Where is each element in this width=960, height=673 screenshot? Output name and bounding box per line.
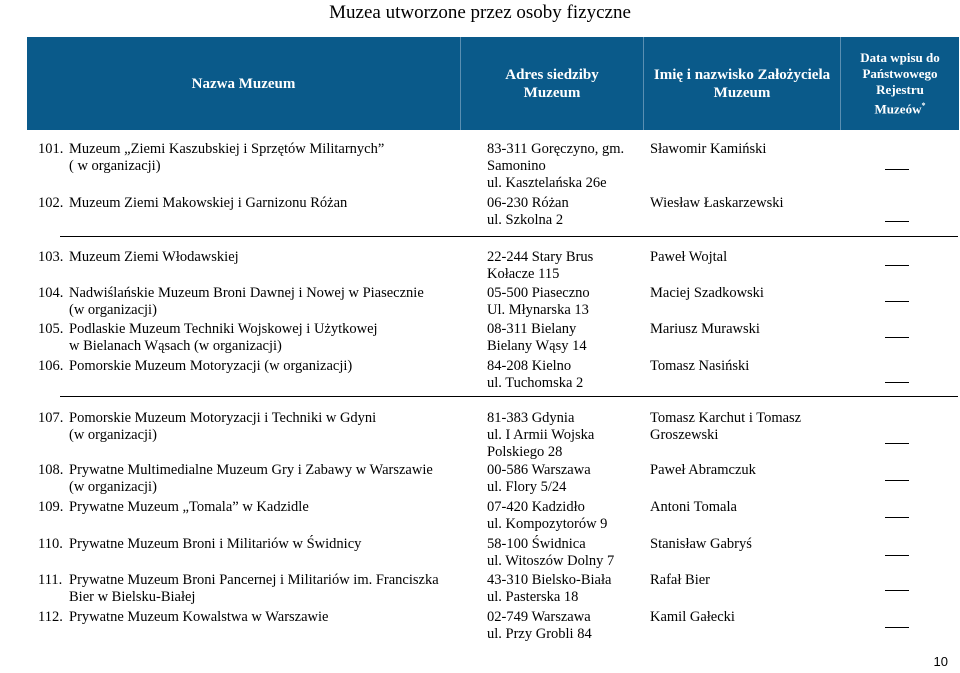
header-name: Nazwa Muzeum (191, 75, 296, 92)
address-line: ul. Flory 5/24 (487, 479, 567, 495)
page-title: Muzea utworzone przez osoby fizyczne (329, 2, 631, 23)
museum-name-line: Pomorskie Muzeum Motoryzacji i Techniki w Gdyni (69, 410, 377, 426)
address-line: ul. Pasterska 18 (487, 589, 579, 605)
group-separator (60, 236, 958, 237)
founder-line: Tomasz Karchut i Tomasz (650, 410, 802, 426)
row-number: 104. (38, 285, 64, 301)
museum-name-line: (w organizacji) (69, 479, 157, 495)
address-line: ul. Kasztelańska 26e (487, 175, 607, 191)
founder-line: Kamil Gałecki (650, 609, 735, 625)
museum-name-line: Bier w Bielsku-Białej (69, 589, 196, 605)
founder-line: Mariusz Murawski (650, 321, 760, 337)
address-line: 81-383 Gdynia (487, 410, 575, 426)
museum-name-line: Muzeum Ziemi Włodawskiej (69, 249, 239, 265)
museum-name-line: Prywatne Muzeum Broni Pancernej i Militariów im. Franciszka (69, 572, 439, 588)
museum-name-line: Prywatne Muzeum Kowalstwa w Warszawie (69, 609, 329, 625)
address-line: ul. Przy Grobli 84 (487, 626, 592, 642)
museum-name-line: Prywatne Muzeum „Tomala” w Kadzidle (69, 499, 309, 515)
registry-date-dash (885, 265, 909, 266)
address-line: ul. Tuchomska 2 (487, 375, 584, 391)
founder-line: Stanisław Gabryś (650, 536, 752, 552)
address-line: 83-311 Goręczyno, gm. (487, 141, 625, 157)
museum-name-line: Nadwiślańskie Muzeum Broni Dawnej i Nowej w Piasecznie (69, 285, 424, 301)
registry-date-dash (885, 517, 909, 518)
group-separator (60, 396, 958, 397)
row-number: 109. (38, 499, 64, 515)
founder-line: Maciej Szadkowski (650, 285, 764, 301)
registry-date-dash (885, 590, 909, 591)
founder-line: Groszewski (650, 427, 719, 443)
registry-date-dash (885, 627, 909, 628)
row-number: 111. (38, 572, 63, 588)
header-address: Adres siedziby Muzeum (460, 37, 643, 130)
founder-line: Antoni Tomala (650, 499, 737, 515)
registry-date-dash (885, 480, 909, 481)
museum-name-line: ( w organizacji) (69, 158, 161, 174)
header-founder: Imię i nazwisko Założyciela Muzeum (643, 37, 840, 130)
museum-name-line: Prywatne Multimedialne Muzeum Gry i Zabawy w Warszawie (69, 462, 433, 478)
row-number: 102. (38, 195, 64, 211)
address-line: ul. Kompozytorów 9 (487, 516, 608, 532)
address-line: 58-100 Świdnica (487, 536, 586, 552)
address-line: 00-586 Warszawa (487, 462, 591, 478)
registry-date-dash (885, 443, 909, 444)
address-line: Ul. Młynarska 13 (487, 302, 589, 318)
founder-line: Tomasz Nasiński (650, 358, 750, 374)
registry-date-dash (885, 169, 909, 170)
address-line: 07-420 Kadzidło (487, 499, 585, 515)
address-line: 05-500 Piaseczno (487, 285, 590, 301)
row-number: 103. (38, 249, 64, 265)
row-number: 106. (38, 358, 64, 374)
registry-date-dash (885, 301, 909, 302)
row-number: 110. (38, 536, 63, 552)
registry-date-dash (885, 221, 909, 222)
museum-name-line: Podlaskie Muzeum Techniki Wojskowej i Użytkowej (69, 321, 378, 337)
museum-name-line: Pomorskie Muzeum Motoryzacji (w organizacji) (69, 358, 353, 374)
museum-name-line: (w organizacji) (69, 427, 157, 443)
registry-date-dash (885, 382, 909, 383)
founder-line: Wiesław Łaskarzewski (650, 195, 784, 211)
address-line: Samonino (487, 158, 546, 174)
address-line: 22-244 Stary Brus (487, 249, 594, 265)
row-number: 107. (38, 410, 64, 426)
address-line: 43-310 Bielsko-Biała (487, 572, 612, 588)
address-line: ul. I Armii Wojska (487, 427, 595, 443)
founder-line: Paweł Wojtal (650, 249, 728, 265)
address-line: 84-208 Kielno (487, 358, 572, 374)
row-number: 108. (38, 462, 64, 478)
page-number: 10 (933, 654, 948, 669)
row-number: 101. (38, 141, 64, 157)
address-line: 02-749 Warszawa (487, 609, 591, 625)
museum-name-line: (w organizacji) (69, 302, 157, 318)
address-line: 08-311 Bielany (487, 321, 577, 337)
registry-date-dash (885, 555, 909, 556)
address-line: Bielany Wąsy 14 (487, 338, 587, 354)
museum-name-line: Prywatne Muzeum Broni i Militariów w Świdnicy (69, 536, 362, 552)
founder-line: Rafał Bier (650, 572, 710, 588)
row-number: 112. (38, 609, 63, 625)
address-line: Kołacze 115 (487, 266, 560, 282)
founder-line: Paweł Abramczuk (650, 462, 756, 478)
address-line: 06-230 Różan (487, 195, 569, 211)
museum-name-line: w Bielanach Wąsach (w organizacji) (69, 338, 282, 354)
header-date: Data wpisu do Państwowego Rejestru Muzeów* (840, 37, 959, 130)
registry-date-dash (885, 337, 909, 338)
row-number: 105. (38, 321, 64, 337)
museum-name-line: Muzeum „Ziemi Kaszubskiej i Sprzętów Militarnych” (69, 141, 385, 157)
address-line: ul. Witoszów Dolny 7 (487, 553, 615, 569)
address-line: Polskiego 28 (487, 444, 563, 460)
table-header (27, 37, 959, 130)
founder-line: Sławomir Kamiński (650, 141, 767, 157)
museum-name-line: Muzeum Ziemi Makowskiej i Garnizonu Różan (69, 195, 348, 211)
address-line: ul. Szkolna 2 (487, 212, 564, 228)
